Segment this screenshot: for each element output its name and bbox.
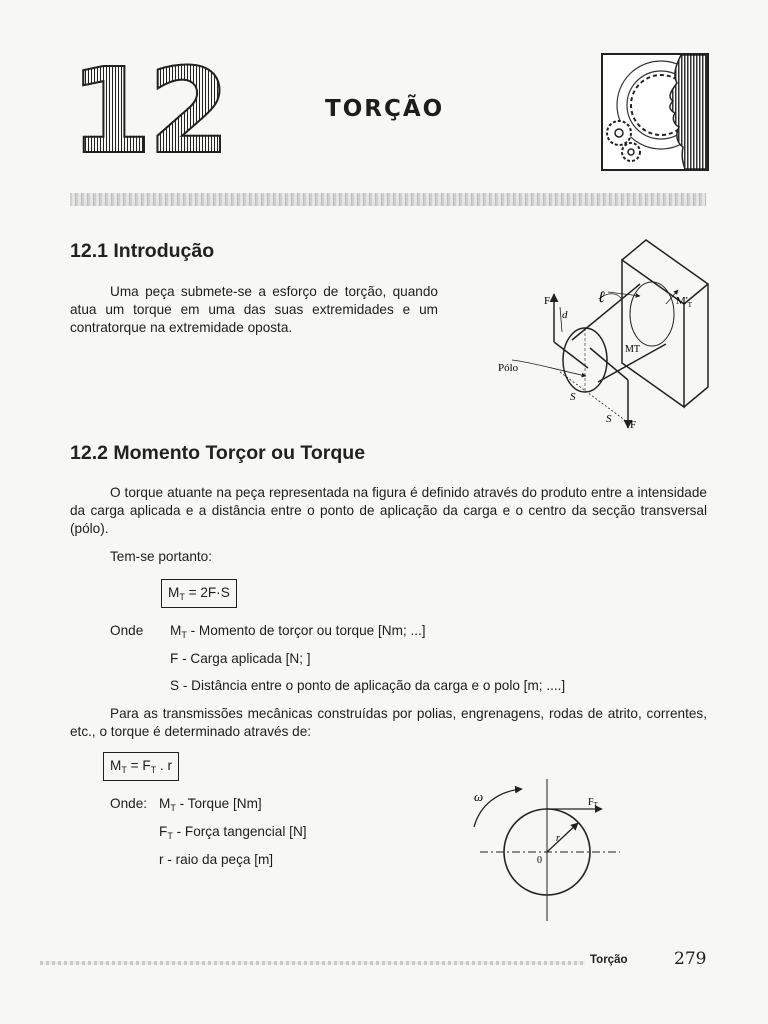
- fig1-label-mt-prime: $M'_T$: [676, 295, 693, 309]
- section-heading-torque: 12.2 Momento Torçor ou Torque: [70, 442, 366, 464]
- def-subscript: T: [181, 630, 187, 640]
- def-subscript: T: [167, 831, 173, 841]
- fig1-label-f-top: F: [544, 295, 551, 307]
- fig1-label-s2: S: [606, 413, 612, 425]
- definition-torque: [159, 796, 262, 813]
- definition-r: [159, 852, 273, 867]
- torque-paragraph-3: Para as transmissões mecânicas construídas por polias, engrenagens, rodas de atrito, correntes, etc., o torque é determinado através de:: [70, 706, 707, 739]
- formula2-mid: = F: [126, 758, 151, 773]
- def-description: - Distância entre o ponto de aplicação da carga e o polo [m; ....]: [179, 678, 566, 693]
- header-band: [70, 193, 706, 206]
- footer-chapter-label: Torção: [590, 954, 628, 966]
- onde-label-2: Onde:: [110, 796, 148, 811]
- formula-box-1: [161, 579, 237, 608]
- formula-box-2: [103, 752, 179, 781]
- def-symbol: M: [170, 623, 182, 638]
- torque-paragraph-2: Tem-se portanto:: [110, 549, 212, 564]
- formula2-subscript: T: [121, 765, 127, 775]
- fig1-label-l: ℓ: [598, 289, 605, 306]
- fig1-label-mt: MT: [625, 344, 640, 355]
- gear-head-icon: [603, 55, 707, 169]
- formula1-symbol: M: [168, 585, 180, 600]
- tangential-force-figure: [460, 775, 630, 925]
- onde-label: Onde: [110, 623, 144, 638]
- def-description: - Torque [Nm]: [175, 796, 262, 811]
- fig1-label-d: d: [562, 309, 568, 321]
- formula2-mid-subscript: T: [150, 765, 157, 775]
- def-symbol: F: [159, 824, 168, 839]
- fig1-label-s1: S: [570, 391, 576, 403]
- formula1-rhs: = 2F·S: [184, 585, 230, 600]
- page-number: 279: [674, 949, 707, 969]
- def-description: - Momento de torçor ou torque [Nm; ...]: [186, 623, 426, 638]
- def-symbol: M: [159, 796, 171, 811]
- formula1-subscript: T: [179, 592, 185, 602]
- chapter-number: 12: [70, 42, 227, 180]
- fig1-label-f-bottom: F: [630, 419, 637, 431]
- def-description: - raio da peça [m]: [163, 852, 274, 867]
- definition-mt: [170, 623, 426, 640]
- fig2-label-ft: $F_T$: [588, 797, 598, 809]
- def-symbol: F: [170, 651, 179, 666]
- def-subscript: T: [170, 803, 176, 813]
- definition-ft: [159, 824, 307, 841]
- fig2-label-omega: ω: [474, 789, 484, 804]
- def-symbol: r: [159, 852, 164, 867]
- definition-f: [170, 651, 311, 666]
- fig1-label-polo: Pólo: [498, 362, 519, 374]
- torsion-figure: [490, 232, 720, 444]
- fig2-label-origin: 0: [537, 855, 542, 866]
- section-heading-intro: 12.1 Introdução: [70, 240, 215, 262]
- fig2-label-r: r: [556, 833, 560, 844]
- formula2-rhs: . r: [156, 758, 172, 773]
- formula2-symbol: M: [110, 758, 122, 773]
- def-symbol: S: [170, 678, 180, 693]
- definition-s: [170, 678, 565, 693]
- def-description: - Carga aplicada [N; ]: [178, 651, 311, 666]
- def-description: - Força tangencial [N]: [172, 824, 307, 839]
- footer-band: [40, 961, 585, 965]
- chapter-logo: [601, 53, 709, 171]
- torque-paragraph-1: O torque atuante na peça representada na figura é definido através do produto entre a intensidade da carga aplicada e a distância entre o ponto de aplicação da carga e o centro da secção transversal (pólo).: [70, 485, 707, 536]
- intro-paragraph: Uma peça submete-se a esforço de torção, quando atua um torque em uma das suas extremidades e um contratorque na extremidade oposta.: [70, 284, 438, 335]
- chapter-title: TORÇÃO: [325, 96, 445, 122]
